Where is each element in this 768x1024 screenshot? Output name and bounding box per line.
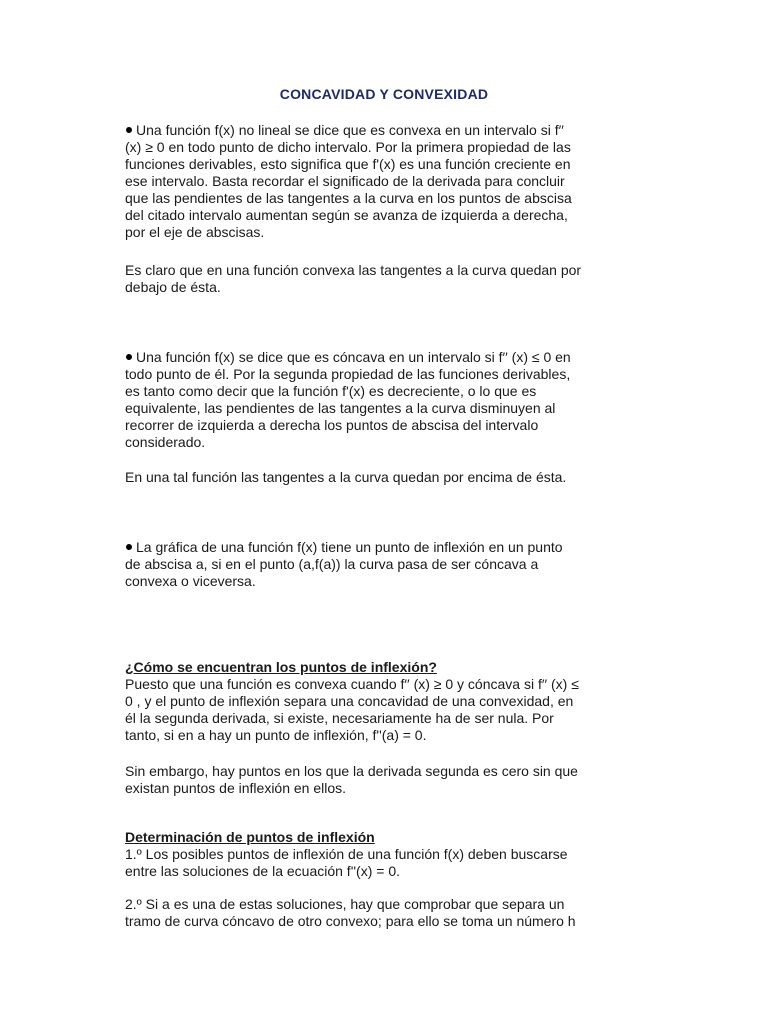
text-line: de abscisa a, si en el punto (a,f(a)) la curva pasa de ser cóncava a: [125, 556, 539, 572]
text-line: funciones derivables, esto significa que f'(x) es una función creciente en: [125, 156, 571, 172]
text-line: Es claro que en una función convexa las tangentes a la curva quedan por: [125, 262, 582, 278]
text-line: por el eje de abscisas.: [125, 224, 265, 240]
text-line: Una función f(x) se dice que es cóncava en un intervalo si f′′ (x) ≤ 0 en: [136, 349, 571, 365]
paragraph-concava-definition: [125, 349, 635, 451]
text-line: tramo de curva cóncavo de otro convexo; para ello se toma un número h: [125, 913, 576, 929]
section-inflexion: [125, 539, 635, 590]
text-line: convexa o viceversa.: [125, 573, 256, 589]
text-line: En una tal función las tangentes a la curva quedan por encima de ésta.: [125, 469, 567, 485]
text-line: existan puntos de inflexión en ellos.: [125, 780, 347, 796]
section-como-note: [125, 763, 635, 797]
text-line: 1.º Los posibles puntos de inflexión de una función f(x) deben buscarse: [125, 846, 568, 862]
text-line: que las pendientes de las tangentes a la curva en los puntos de abscisa: [125, 190, 572, 206]
section-concava: [125, 349, 635, 451]
paragraph-concava-note: [125, 469, 635, 486]
bullet-icon: [126, 354, 132, 360]
text-line: del citado intervalo aumentan según se avanza de izquierda a derecha,: [125, 207, 568, 223]
text-line: considerado.: [125, 434, 206, 450]
section-heading: ¿Cómo se encuentran los puntos de inflexión?: [125, 659, 437, 675]
bullet-icon: [126, 127, 132, 133]
text-line: todo punto de él. Por la segunda propiedad de las funciones derivables,: [125, 366, 571, 382]
paragraph-como: [125, 659, 635, 744]
section-como: [125, 659, 635, 744]
text-line: él la segunda derivada, si existe, necesariamente ha de ser nula. Por: [125, 710, 554, 726]
paragraph-como-note: [125, 763, 635, 797]
text-line: ese intervalo. Basta recordar el significado de la derivada para concluir: [125, 173, 565, 189]
section-concava-note: [125, 469, 635, 486]
section-determinacion-step2: [125, 896, 635, 930]
text-line: (x) ≥ 0 en todo punto de dicho intervalo. Por la primera propiedad de las: [125, 139, 571, 155]
text-line: es tanto como decir que la función f'(x) es decreciente, o lo que es: [125, 383, 537, 399]
paragraph-inflexion-definition: [125, 539, 635, 590]
text-line: entre las soluciones de la ecuación f''(x) = 0.: [125, 863, 400, 879]
text-line: tanto, si en a hay un punto de inflexión, f''(a) = 0.: [125, 727, 427, 743]
text-line: Una función f(x) no lineal se dice que es convexa en un intervalo si f′′: [136, 122, 564, 138]
paragraph-determinacion-step2: [125, 896, 635, 930]
section-determinacion: [125, 829, 635, 880]
text-line: equivalente, las pendientes de las tangentes a la curva disminuyen al: [125, 400, 556, 416]
text-line: recorrer de izquierda a derecha los puntos de abscisa del intervalo: [125, 417, 539, 433]
section-convexa: [125, 122, 635, 241]
paragraph-convexa-definition: [125, 122, 635, 241]
section-convexa-note: [125, 262, 635, 296]
paragraph-convexa-note: [125, 262, 635, 296]
section-heading: Determinación de puntos de inflexión: [125, 829, 375, 845]
text-line: debajo de ésta.: [125, 279, 221, 295]
text-line: Puesto que una función es convexa cuando f′′ (x) ≥ 0 y cóncava si f′′ (x) ≤: [125, 676, 579, 692]
bullet-icon: [126, 544, 132, 550]
paragraph-determinacion: [125, 829, 635, 880]
text-line: 0 , y el punto de inflexión separa una concavidad de una convexidad, en: [125, 693, 574, 709]
text-line: Sin embargo, hay puntos en los que la derivada segunda es cero sin que: [125, 763, 578, 779]
text-line: 2.º Si a es una de estas soluciones, hay que comprobar que separa un: [125, 896, 565, 912]
document-title: CONCAVIDAD Y CONVEXIDAD: [279, 86, 489, 102]
text-line: La gráfica de una función f(x) tiene un punto de inflexión en un punto: [136, 539, 563, 555]
